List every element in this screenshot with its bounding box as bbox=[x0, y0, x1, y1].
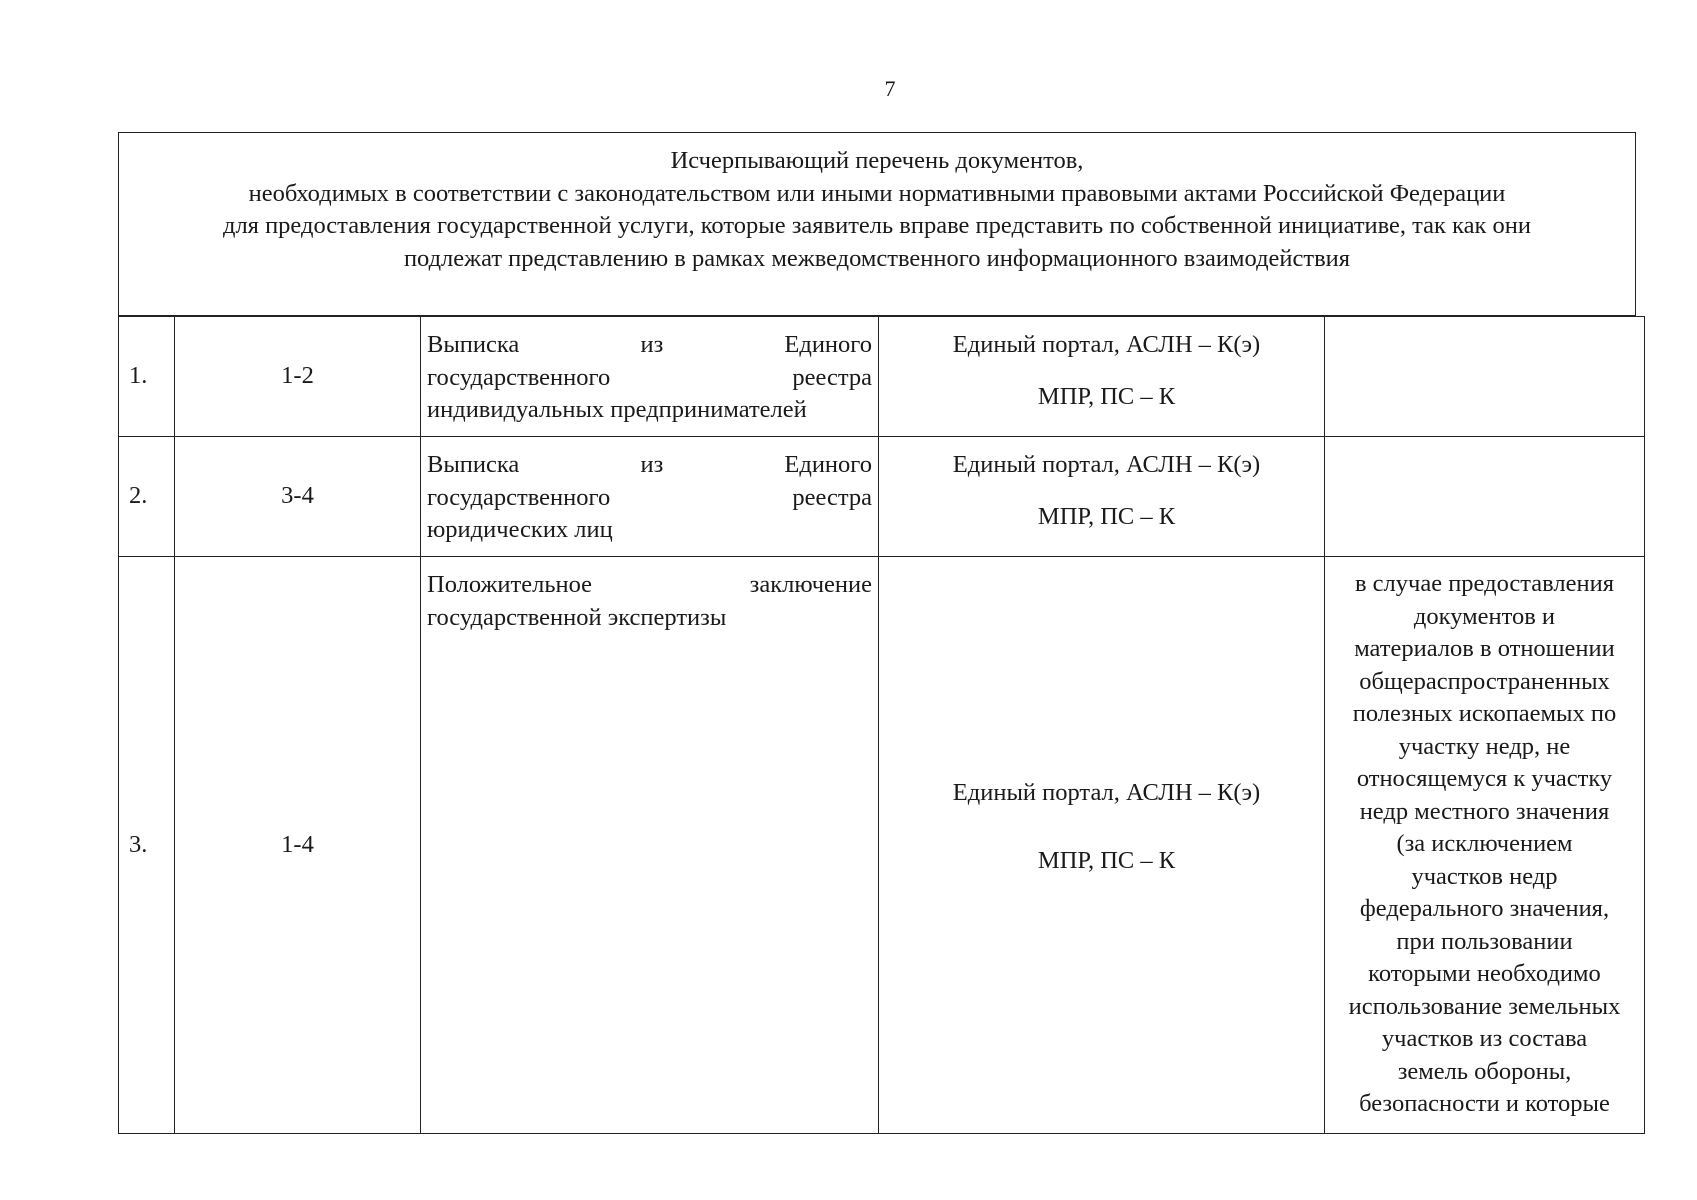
note-line: участков из состава bbox=[1381, 1025, 1588, 1052]
note-line: при пользовании bbox=[1396, 927, 1573, 955]
name-line: юридических лиц bbox=[427, 516, 613, 543]
header-line: для предоставления государственной услуги, которые заявитель вправе представить по собственной инициативе, так как они bbox=[222, 212, 1531, 239]
table-row bbox=[119, 317, 1645, 437]
row-code: 3-4 bbox=[175, 437, 421, 557]
name-word: реестра bbox=[792, 363, 872, 391]
document-source bbox=[879, 317, 1325, 437]
header-line: Исчерпывающий перечень документов, bbox=[670, 147, 1084, 174]
name-word: из bbox=[640, 451, 664, 478]
source-line: Единый портал, АСЛН – К(э) bbox=[952, 331, 1261, 358]
document-source bbox=[879, 557, 1325, 1134]
source-line: МПР, ПС – К bbox=[1037, 502, 1176, 530]
section-header bbox=[118, 132, 1636, 316]
name-word: государственного bbox=[427, 483, 611, 511]
row-code: 1-2 bbox=[175, 317, 421, 437]
name-word: из bbox=[640, 331, 664, 358]
row-number: 1. bbox=[119, 317, 175, 437]
note-line: безопасности и которые bbox=[1359, 1090, 1610, 1117]
row-number: 3. bbox=[119, 557, 175, 1134]
source-line: МПР, ПС – К bbox=[1037, 846, 1176, 874]
name-line: индивидуальных предпринимателей bbox=[427, 396, 807, 423]
name-word: Единого bbox=[784, 451, 872, 478]
table-row bbox=[119, 557, 1645, 1134]
note-line: полезных ископаемых по bbox=[1352, 700, 1617, 727]
note-line: земель обороны, bbox=[1397, 1057, 1572, 1085]
document-name bbox=[421, 437, 879, 557]
row-number: 2. bbox=[119, 437, 175, 557]
note-line: общераспространенных bbox=[1359, 667, 1610, 695]
note-line: участку недр, не bbox=[1398, 732, 1571, 760]
header-line: подлежат представлению в рамках межведомственного информационного взаимодействия bbox=[403, 244, 1351, 272]
note-line: которыми необходимо bbox=[1368, 960, 1601, 987]
name-line: государственной экспертизы bbox=[427, 603, 727, 631]
document-name bbox=[421, 557, 879, 1134]
note-line: (за исключением bbox=[1396, 830, 1573, 857]
source-line: Единый портал, АСЛН – К(э) bbox=[952, 779, 1261, 806]
page-number: 7 bbox=[884, 76, 896, 101]
documents-table bbox=[118, 316, 1645, 1134]
name-word: Положительное bbox=[427, 571, 593, 598]
source-line: Единый портал, АСЛН – К(э) bbox=[952, 451, 1261, 478]
row-code: 1-4 bbox=[175, 557, 421, 1134]
name-word: заключение bbox=[749, 571, 872, 598]
document-name bbox=[421, 317, 879, 437]
name-word: государственного bbox=[427, 363, 611, 391]
name-word: Выписка bbox=[427, 451, 520, 478]
note-line: относящемуся к участку bbox=[1356, 765, 1613, 792]
note-line: федерального значения, bbox=[1359, 895, 1610, 922]
note-line: в случае предоставления bbox=[1354, 570, 1615, 597]
note-line: использование земельных bbox=[1348, 992, 1621, 1020]
document-note bbox=[1325, 437, 1645, 557]
name-word: Единого bbox=[784, 331, 872, 358]
note-line: недр местного значения bbox=[1359, 797, 1610, 825]
name-word: реестра bbox=[792, 483, 872, 511]
note-line: участков недр bbox=[1411, 862, 1558, 890]
table-row bbox=[119, 437, 1645, 557]
document-source bbox=[879, 437, 1325, 557]
source-line: МПР, ПС – К bbox=[1037, 382, 1176, 410]
document-note bbox=[1325, 317, 1645, 437]
document-note bbox=[1325, 557, 1645, 1134]
name-word: Выписка bbox=[427, 331, 520, 358]
header-line: необходимых в соответствии с законодательством или иными нормативными правовыми актами Российской Федерации bbox=[248, 179, 1506, 207]
note-line: материалов в отношении bbox=[1354, 635, 1615, 662]
note-line: документов и bbox=[1413, 602, 1556, 630]
